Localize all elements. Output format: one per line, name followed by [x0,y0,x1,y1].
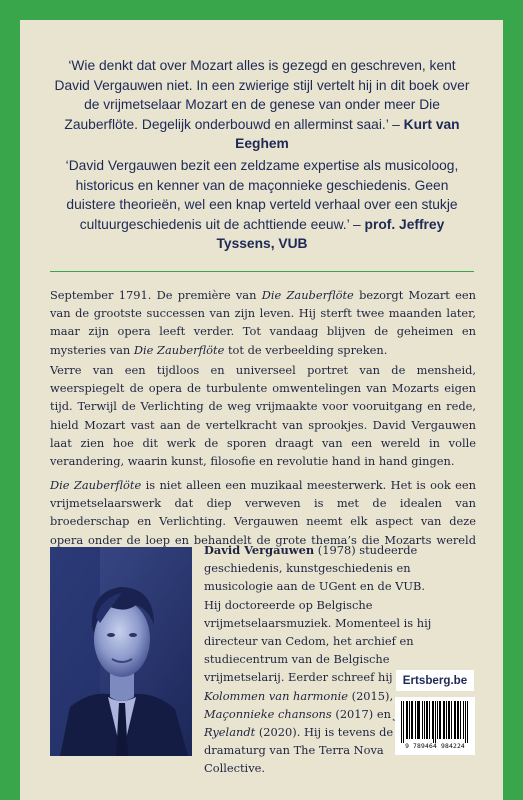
barcode-bar [418,701,419,739]
barcode-bar [443,701,444,739]
review-quote-2-text: ‘David Vergauwen bezit een zeldzame expertise als musicoloog, historicus en kenner van de maçonnieke geschiedenis. Geen duistere theorieën, wel een knap verteld verhaal over een stukje cultuurgeschiedenis uit de achttiende eeuw.’ – [65,158,459,232]
barcode-bar [451,701,452,739]
barcode-bar [417,701,418,739]
barcode-bar [460,701,461,739]
barcode-image [401,701,469,743]
author-book-3: Ryelandt [204,725,256,740]
blurb-p3-text: is niet alleen een muzikaal meesterwerk. Het is ook een vrijmetselaarswerk dat diep verweven is met de idealen van broederschap en Verlichting. Vergauwen neemt elk aspect van deze opera onder de loep en behandelt de grote thema’s die Mozarts wereld [50,478,476,547]
barcode-bar [415,701,416,739]
back-cover [20,20,503,800]
blurb-paragraph-2: Verre van een tijdloos en universeel portret van de mensheid, weerspiegelt de opera de turbulente omwentelingen van Mozarts eigen tijd. Terwijl de Verlichting de weg vrijmaakte voor vooruitgang en rede, hield Mozart vast aan de vertelkracht van sprookjes. David Vergauwen laat zien hoe dit werk de sporen draagt van een wereld in volle verandering, waarin kunst, filosofie en revolutie hand in hand gingen. [50,363,476,469]
barcode-bar [432,701,433,739]
barcode-bar [458,701,459,739]
barcode-bar [465,701,466,743]
author-portrait-image [50,547,192,756]
barcode-bar [467,701,468,743]
review-quote-1 [50,56,474,154]
blurb-p1-text-c: tot de verbeelding spreken. [224,342,388,357]
author-photo [50,547,192,756]
barcode-bar [419,701,420,739]
barcode-bar [406,701,407,739]
author-name: David Vergauwen [204,543,315,557]
author-bio-text-a: (1978) studeerde geschiedenis, kunstgeschiedenis en musicologie aan de UGent en de VUB. Hij doctoreerde op Belgische vrijmetselaarsmuziek. Momenteel is hij directeur van Cedom, het archief en studiecentrum van de Belgische vrijmetselarij. Eerder schreef hij [204,543,432,685]
publisher-logo: Ertsberg.be [396,670,474,691]
review-quote-1-text: ‘Wie denkt dat over Mozart alles is gezegd en geschreven, kent David Vergauwen niet. In een zwierige stijl vertelt hij in dit boek over de vrijmetselaar Mozart en de genese van onder meer Die Zauberflöte. Degelijk onderbouwd en allerminst saai.’ – [54,58,470,132]
isbn-barcode [395,697,475,755]
barcode-bar [427,701,428,739]
barcode-bar [457,701,458,739]
barcode-bar [439,701,440,739]
blurb-p1-text-b: bezorgt Mozart een van de grootste successen van zijn leven. Hij sterft twee maanden later, maar zijn opera leeft verder. Tot vandaag blijven de geheimen en mysteries van [50,288,476,357]
author-book-1: Kolommen van harmonie [204,688,348,703]
blurb-paragraph-1 [50,286,476,359]
barcode-bar [446,701,447,739]
author-bio-text-c: (2017) en [331,706,395,721]
barcode-bar [437,701,438,739]
barcode-bar [412,701,413,739]
barcode-bar [429,701,430,739]
blurb-p1-text-a: September 1791. De première van [50,288,262,302]
barcode-bar [454,701,455,739]
barcode-bar [422,701,423,739]
blurb-p1-opera-title-2: Die Zauberflöte [133,342,225,357]
barcode-bar [411,701,412,739]
barcode-bar [449,701,450,739]
barcode-bar [455,701,456,739]
divider-line [50,271,474,272]
author-book-2: Maçonnieke chansons [204,706,332,721]
barcode-bar [401,701,402,743]
barcode-bar [463,701,464,739]
barcode-bar [435,701,436,743]
review-quote-1-author: Kurt van Eeghem [235,116,460,151]
barcode-bar [424,701,425,739]
isbn-number: 9 789464 984224 [405,743,465,750]
review-quote-2 [50,156,474,254]
barcode-bar [448,701,449,739]
author-bio-text-d: (2020). Hij is tevens de dramaturg van The Terra Nova Collective. [204,725,394,776]
blurb-p1-opera-title: Die Zauberflöte [261,288,354,302]
barcode-bar [444,701,445,739]
barcode-bar [403,701,404,743]
barcode-bar [409,701,410,739]
barcode-bar [426,701,427,739]
blurb-p3-opera-title: Die Zauberflöte [50,478,142,492]
review-quote-2-author: prof. Jeffrey Tyssens, VUB [216,216,445,251]
barcode-bar [440,701,441,739]
barcode-bar [407,701,408,739]
barcode-bar [433,701,434,743]
author-bio-text-b: (2015), [348,688,394,703]
